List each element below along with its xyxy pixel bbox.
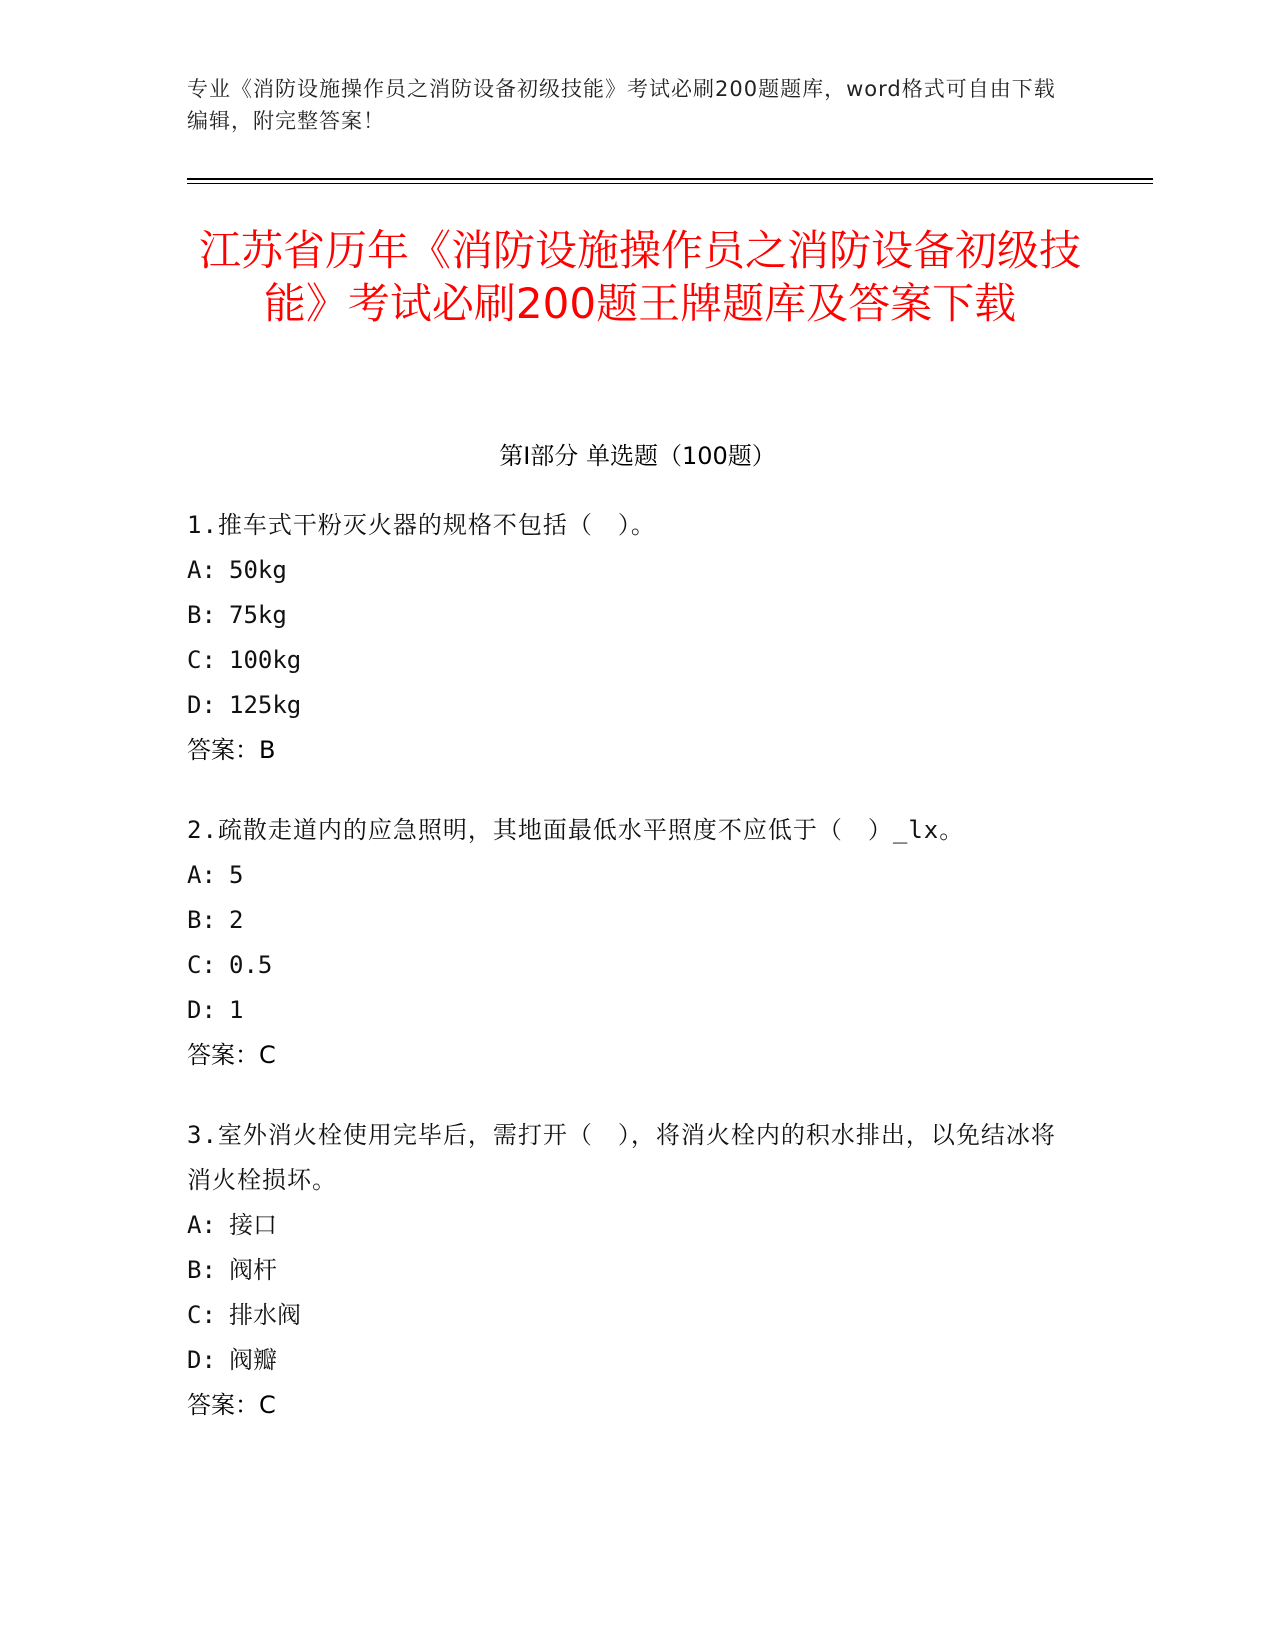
option-letter: A: [187, 861, 216, 889]
question-stem: 1.推车式干粉灭火器的规格不包括（ ）。 [187, 511, 656, 539]
option-text: 2 [229, 906, 244, 934]
option-a [187, 1203, 1067, 1248]
option-letter: B: [187, 601, 216, 629]
option-letter: A: [187, 556, 216, 584]
option-text: 125kg [229, 691, 302, 719]
option-text: 阀瓣 [229, 1346, 277, 1374]
option-letter: B: [187, 1256, 216, 1284]
option-letter: D: [187, 996, 216, 1024]
answer-label: 答案：C [187, 1041, 276, 1069]
option-letter: C: [187, 1301, 216, 1329]
option-text: 100kg [229, 646, 302, 674]
option-text: 5 [229, 861, 244, 889]
question-1 [187, 503, 1067, 773]
option-a [187, 853, 1067, 898]
option-text: 0.5 [229, 951, 273, 979]
option-d [187, 683, 1067, 728]
intro-text: 专业《消防设施操作员之消防设备初级技能》考试必刷200题题库，word格式可自由下载编辑，附完整答案！ [187, 77, 1056, 133]
question-3 [187, 1113, 1067, 1428]
option-c [187, 638, 1067, 683]
option-letter: C: [187, 951, 216, 979]
header-divider-thick [187, 178, 1153, 180]
option-b [187, 898, 1067, 943]
option-b [187, 1248, 1067, 1293]
option-d [187, 988, 1067, 1033]
answer-label: 答案：C [187, 1391, 276, 1419]
option-c [187, 1293, 1067, 1338]
option-text: 阀杆 [229, 1256, 277, 1284]
option-letter: D: [187, 691, 216, 719]
question-stem: 3.室外消火栓使用完毕后，需打开（ ），将消火栓内的积水排出，以免结冰将消火栓损坏。 [187, 1121, 1056, 1194]
option-text: 50kg [229, 556, 287, 584]
option-letter: A: [187, 1211, 216, 1239]
option-a [187, 548, 1067, 593]
option-text: 1 [229, 996, 244, 1024]
option-c [187, 943, 1067, 988]
option-text: 排水阀 [229, 1301, 301, 1329]
option-d [187, 1338, 1067, 1383]
option-letter: D: [187, 1346, 216, 1374]
section-heading: 第Ⅰ部分 单选题（100题） [499, 442, 776, 470]
option-letter: C: [187, 646, 216, 674]
answer-label: 答案：B [187, 736, 276, 764]
option-text: 75kg [229, 601, 287, 629]
header-divider-thin [187, 183, 1153, 184]
option-b [187, 593, 1067, 638]
option-letter: B: [187, 906, 216, 934]
option-text: 接口 [229, 1211, 277, 1239]
question-2 [187, 808, 1067, 1078]
question-stem: 2.疏散走道内的应急照明，其地面最低水平照度不应低于（ ）_lx。 [187, 816, 965, 844]
document-title: 江苏省历年《消防设施操作员之消防设备初级技能》考试必刷200题王牌题库及答案下载 [198, 226, 1081, 328]
